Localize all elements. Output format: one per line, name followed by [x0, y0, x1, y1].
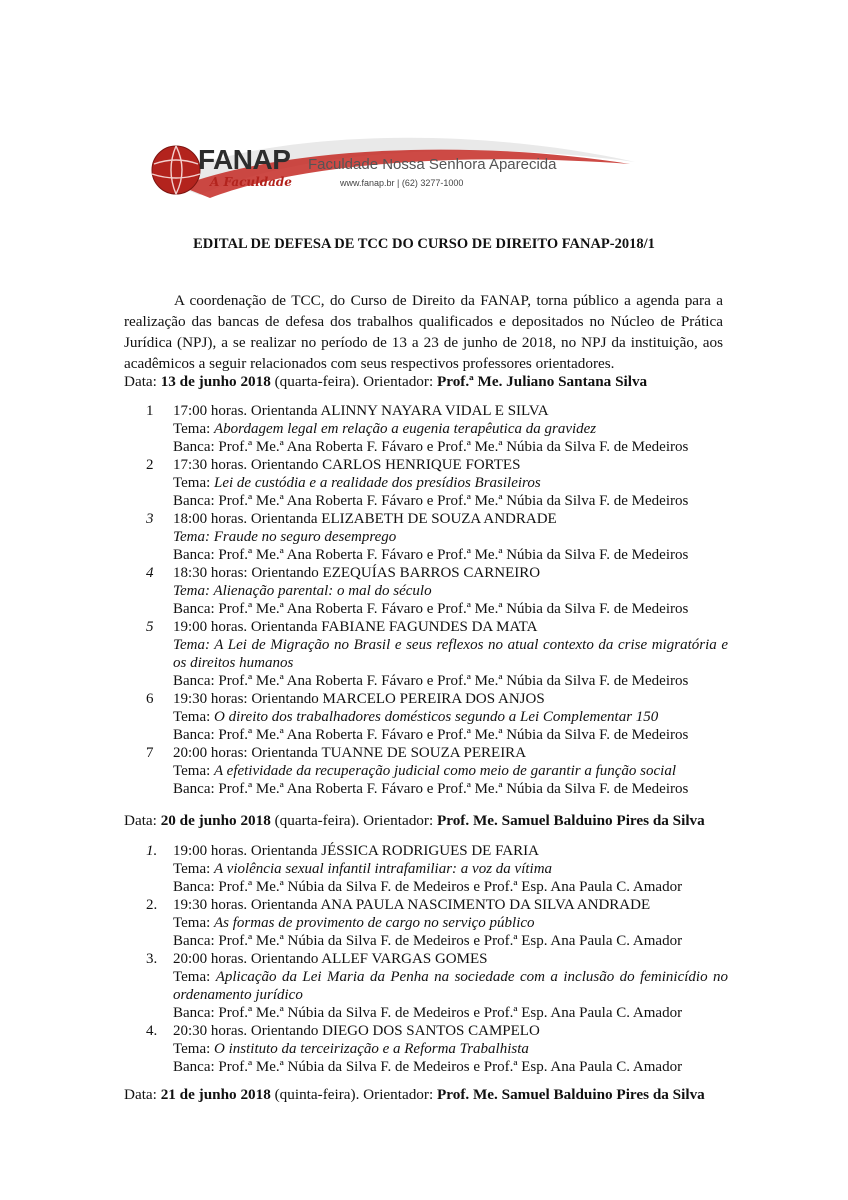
tema-text: Abordagem legal em relação a eugenia terapêutica da gravidez [214, 421, 597, 437]
tema-text: As formas de provimento de cargo no serviço público [214, 915, 535, 931]
tema-label: Tema: [173, 1041, 215, 1057]
tema-text: O instituto da terceirização e a Reforma Trabalhista [214, 1041, 529, 1057]
tema-label: Tema: [173, 529, 214, 545]
item-number: 3 [146, 511, 154, 527]
banca-text: Prof.ª Me.ª Ana Roberta F. Fávaro e Prof.ª Me.ª Núbia da Silva F. de Medeiros [218, 601, 689, 617]
banca-text: Prof.ª Me.ª Ana Roberta F. Fávaro e Prof.ª Me.ª Núbia da Silva F. de Medeiros [218, 727, 689, 743]
advisor-name: Prof. Me. Samuel Balduino Pires da Silva [436, 1086, 705, 1103]
tema-text: Alienação parental: o mal do século [213, 583, 432, 599]
banca-label: Banca: [173, 1059, 219, 1075]
list-item [124, 564, 744, 618]
banca-label: Banca: [173, 879, 219, 895]
list-item [124, 690, 744, 744]
item-time: 19:00 horas. Orientanda FABIANE FAGUNDES DA MATA [173, 619, 538, 635]
tema-text: O direito dos trabalhadores domésticos segundo a Lei Complementar 150 [214, 709, 659, 725]
banca-label: Banca: [173, 673, 219, 689]
schedule-block-1 [124, 402, 744, 798]
item-time: 20:00 horas. Orientando ALLEF VARGAS GOMES [173, 951, 488, 967]
list-item [124, 456, 744, 510]
item-number: 2. [146, 897, 158, 913]
logo-brand: FANAP [198, 144, 291, 175]
tema-text: Lei de custódia e a realidade dos presídios Brasileiros [214, 475, 541, 491]
list-item [124, 1022, 744, 1076]
advisor-name: Prof.ª Me. Juliano Santana Silva [436, 373, 648, 390]
list-item [124, 510, 744, 564]
banca-text: Prof.ª Me.ª Ana Roberta F. Fávaro e Prof.ª Me.ª Núbia da Silva F. de Medeiros [218, 673, 689, 689]
banca-label: Banca: [173, 1005, 219, 1021]
date-value: 13 de junho 2018 [160, 373, 271, 390]
banca-text: Prof.ª Me.ª Núbia da Silva F. de Medeiros e Prof.ª Esp. Ana Paula C. Amador [218, 933, 683, 949]
item-time: 19:30 horas: Orientando MARCELO PEREIRA DOS ANJOS [173, 691, 545, 707]
item-number: 1. [146, 843, 158, 859]
tema-label: Tema: [173, 475, 215, 491]
weekday-text: (quarta-feira). Orientador: [270, 373, 437, 390]
item-number: 4. [146, 1023, 158, 1039]
list-item [124, 896, 744, 950]
item-number: 2 [146, 457, 154, 473]
document-title: EDITAL DE DEFESA DE TCC DO CURSO DE DIREITO FANAP-2018/1 [193, 236, 655, 252]
date-line-1 [124, 373, 744, 391]
item-number: 5 [146, 619, 154, 635]
banca-text: Prof.ª Me.ª Ana Roberta F. Fávaro e Prof.ª Me.ª Núbia da Silva F. de Medeiros [218, 547, 689, 563]
banca-text: Prof.ª Me.ª Núbia da Silva F. de Medeiros e Prof.ª Esp. Ana Paula C. Amador [218, 1059, 683, 1075]
date-value: 21 de junho 2018 [160, 1086, 271, 1103]
date-line-2 [124, 812, 744, 830]
banca-label: Banca: [173, 547, 219, 563]
item-time: 19:30 horas. Orientanda ANA PAULA NASCIMENTO DA SILVA ANDRADE [173, 897, 651, 913]
list-item [124, 950, 744, 1022]
banca-label: Banca: [173, 781, 219, 797]
logo-contact: www.fanap.br | (62) 3277-1000 [340, 178, 464, 188]
banca-text: Prof.ª Me.ª Núbia da Silva F. de Medeiros e Prof.ª Esp. Ana Paula C. Amador [218, 879, 683, 895]
tema-label: Tema: [173, 637, 215, 653]
banca-text: Prof.ª Me.ª Núbia da Silva F. de Medeiros e Prof.ª Esp. Ana Paula C. Amador [218, 1005, 683, 1021]
item-number: 7 [146, 745, 154, 761]
banca-label: Banca: [173, 933, 219, 949]
logo-subtitle: Faculdade Nossa Senhora Aparecida [308, 156, 557, 173]
tema-text: A Lei de Migração no Brasil e seus reflexos no atual contexto da crise migratória e os direitos humanos [173, 637, 728, 671]
tema-text: A efetividade da recuperação judicial como meio de garantir a função social [214, 763, 677, 779]
banca-text: Prof.ª Me.ª Ana Roberta F. Fávaro e Prof.ª Me.ª Núbia da Silva F. de Medeiros [218, 781, 689, 797]
tema-label: Tema: [173, 915, 215, 931]
item-time: 17:30 horas. Orientando CARLOS HENRIQUE FORTES [173, 457, 521, 473]
intro-paragraph: A coordenação de TCC, do Curso de Direito da FANAP, torna público a agenda para a realização das bancas de defesa dos trabalhos qualificados e depositados no Núcleo de Prática Jurídica (NPJ), a se realizar no período de 13 a 23 de junho de 2018, no NPJ da instituição, aos acadêmicos a seguir relacionados com seus respectivos professores orientadores. [124, 292, 723, 372]
date-prefix: Data: [124, 812, 161, 829]
advisor-name: Prof. Me. Samuel Balduino Pires da Silva [436, 812, 705, 829]
list-item [124, 744, 744, 798]
item-time: 19:00 horas. Orientanda JÉSSICA RODRIGUES DE FARIA [173, 843, 539, 859]
item-number: 4 [146, 565, 154, 581]
schedule-block-2 [124, 842, 744, 1076]
item-number: 3. [146, 951, 158, 967]
date-value: 20 de junho 2018 [160, 812, 271, 829]
tema-label: Tema: [173, 709, 215, 725]
banca-label: Banca: [173, 493, 219, 509]
item-time: 18:30 horas: Orientando EZEQUÍAS BARROS CARNEIRO [173, 565, 541, 581]
tema-label: Tema: [173, 583, 214, 599]
weekday-text: (quinta-feira). Orientador: [270, 1086, 437, 1103]
item-time: 20:30 horas. Orientando DIEGO DOS SANTOS CAMPELO [173, 1023, 540, 1039]
banca-label: Banca: [173, 439, 219, 455]
weekday-text: (quarta-feira). Orientador: [270, 812, 437, 829]
tema-label: Tema: [173, 421, 215, 437]
list-item [124, 842, 744, 896]
item-time: 18:00 horas. Orientanda ELIZABETH DE SOUZA ANDRADE [173, 511, 557, 527]
tema-label: Tema: [173, 763, 215, 779]
tema-text: A violência sexual infantil intrafamiliar: a voz da vítima [214, 861, 553, 877]
fanap-logo [140, 120, 640, 220]
banca-label: Banca: [173, 601, 219, 617]
item-time: 17:00 horas. Orientanda ALINNY NAYARA VIDAL E SILVA [173, 403, 549, 419]
logo-tagline: A Faculdade [210, 175, 292, 189]
item-number: 1 [146, 403, 154, 419]
item-time: 20:00 horas: Orientanda TUANNE DE SOUZA PEREIRA [173, 745, 527, 761]
date-prefix: Data: [124, 1086, 161, 1103]
banca-text: Prof.ª Me.ª Ana Roberta F. Fávaro e Prof.ª Me.ª Núbia da Silva F. de Medeiros [218, 439, 689, 455]
tema-label: Tema: [173, 969, 216, 985]
date-prefix: Data: [124, 373, 161, 390]
list-item [124, 402, 744, 456]
banca-text: Prof.ª Me.ª Ana Roberta F. Fávaro e Prof.ª Me.ª Núbia da Silva F. de Medeiros [218, 493, 689, 509]
banca-label: Banca: [173, 727, 219, 743]
item-number: 6 [146, 691, 154, 707]
tema-label: Tema: [173, 861, 215, 877]
date-line-3 [124, 1086, 744, 1104]
tema-text: Fraude no seguro desemprego [213, 529, 397, 545]
tema-text: Aplicação da Lei Maria da Penha na sociedade com a inclusão do feminicídio no ordenamento jurídico [173, 969, 729, 1003]
list-item [124, 618, 744, 690]
